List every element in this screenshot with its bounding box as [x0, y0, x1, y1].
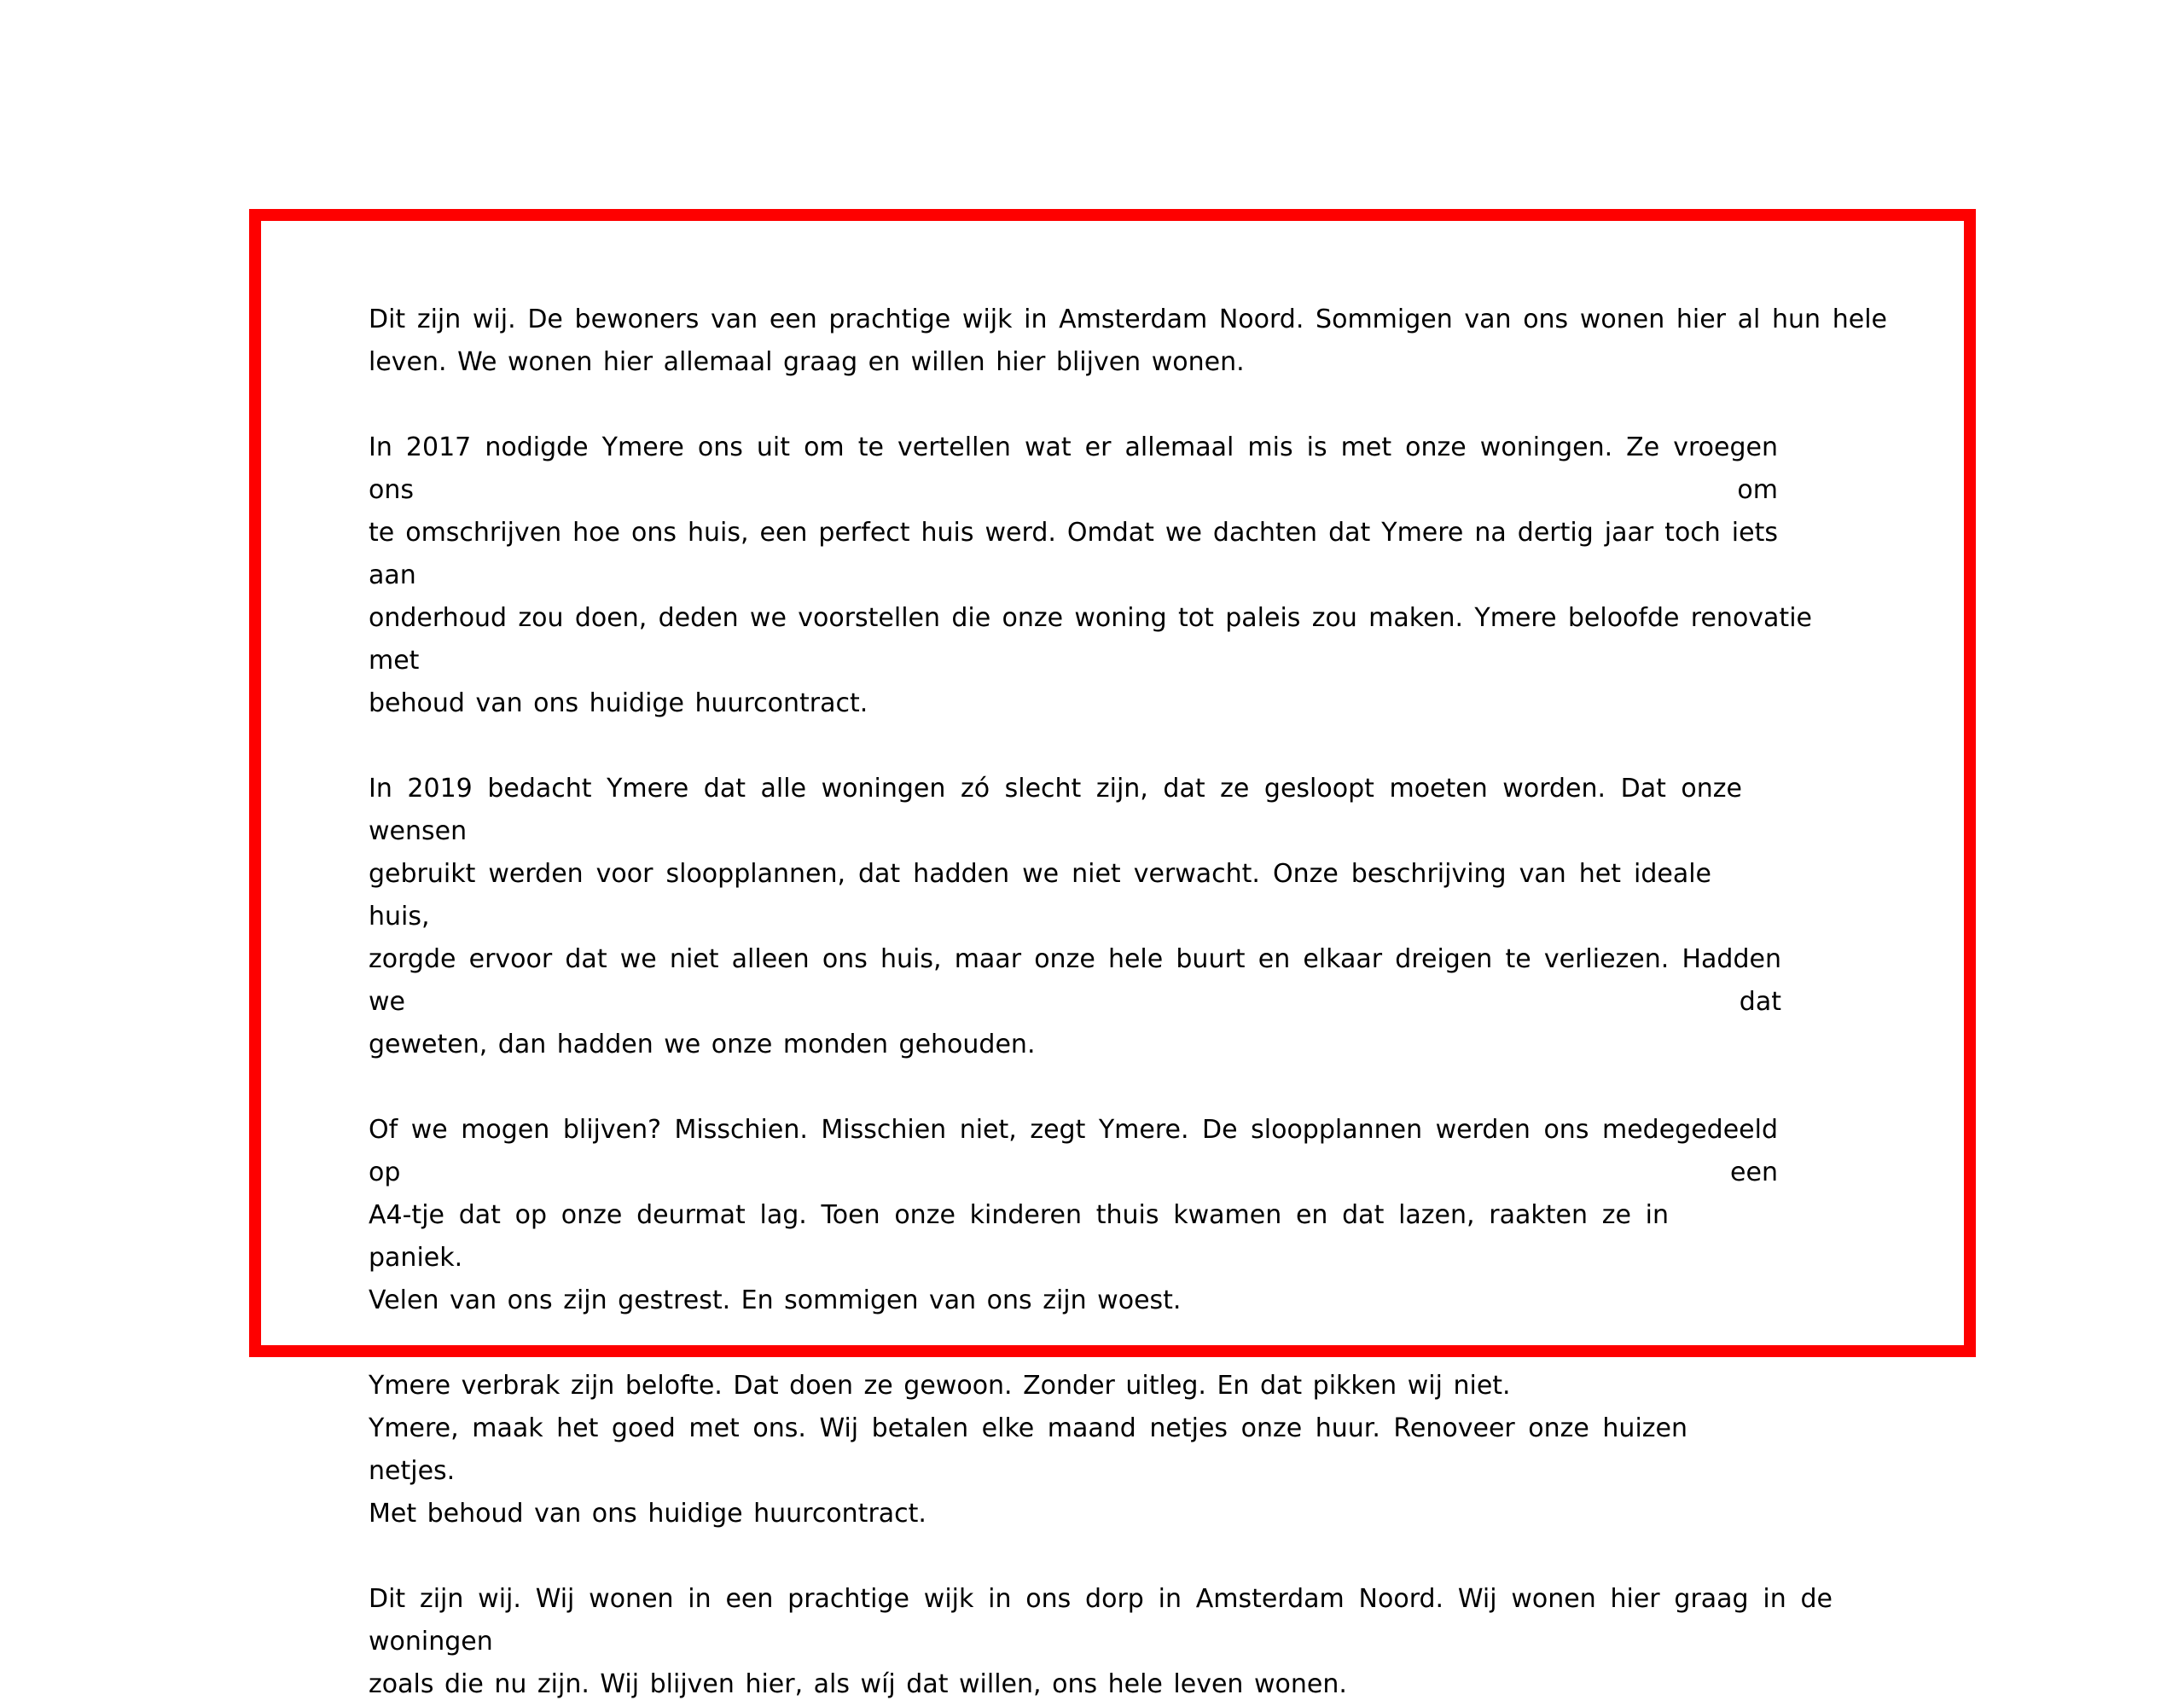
text-line: Velen van ons zijn gestrest. En sommigen van ons zijn woest.	[369, 1285, 1182, 1315]
paragraph-2019	[369, 768, 1887, 1066]
text-line: gebruikt werden voor sloopplannen, dat hadden we niet verwacht. Onze beschrijving van het ideale huis,	[369, 859, 1711, 931]
paragraph-belofte	[369, 1365, 1887, 1535]
text-line: Met behoud van ons huidige huurcontract.	[369, 1499, 926, 1529]
text-line: onderhoud zou doen, deden we voorstellen die onze woning tot paleis zou maken. Ymere beloofde renovatie met	[369, 603, 1812, 676]
text-line: Of we mogen blijven? Misschien. Misschien niet, zegt Ymere. De sloopplannen werden ons medegedeeld op een	[369, 1115, 1778, 1187]
text-line: geweten, dan hadden we onze monden gehouden.	[369, 1030, 1036, 1059]
text-line: te omschrijven hoe ons huis, een perfect huis werd. Omdat we dachten dat Ymere na dertig jaar toch iets aan	[369, 518, 1778, 590]
paragraph-2017	[369, 426, 1887, 725]
text-line: Ymere, maak het goed met ons. Wij betalen elke maand netjes onze huur. Renoveer onze huizen netjes.	[369, 1413, 1687, 1486]
text-line: zorgde ervoor dat we niet alleen ons huis, maar onze hele buurt en elkaar dreigen te verliezen. Hadden we dat	[369, 944, 1781, 1017]
text-line: Dit zijn wij. De bewoners van een prachtige wijk in Amsterdam Noord. Sommigen van ons wonen hier al hun hele	[369, 305, 1887, 334]
text-line: A4-tje dat op onze deurmat lag. Toen onze kinderen thuis kwamen en dat lazen, raakten ze in paniek.	[369, 1200, 1669, 1273]
text-line: behoud van ons huidige huurcontract.	[369, 688, 868, 718]
paragraph-blijven	[369, 1109, 1887, 1322]
text-line: Ymere verbrak zijn belofte. Dat doen ze gewoon. Zonder uitleg. En dat pikken wij niet.	[369, 1371, 1511, 1401]
text-line: Dit zijn wij. Wij wonen in een prachtige wijk in ons dorp in Amsterdam Noord. Wij wonen hier graag in de woningen	[369, 1584, 1833, 1657]
statement-text	[369, 299, 1887, 1706]
text-line: zoals die nu zijn. Wij blijven hier, als wíj dat willen, ons hele leven wonen.	[369, 1669, 1347, 1699]
paragraph-intro	[369, 299, 1887, 384]
text-line: In 2019 bedacht Ymere dat alle woningen zó slecht zijn, dat ze gesloopt moeten worden. Dat onze wensen	[369, 774, 1742, 846]
text-line: leven. We wonen hier allemaal graag en willen hier blijven wonen.	[369, 347, 1245, 377]
paragraph-slot	[369, 1578, 1887, 1706]
text-line: In 2017 nodigde Ymere ons uit om te vertellen wat er allemaal mis is met onze woningen. Ze vroegen ons om	[369, 432, 1778, 505]
